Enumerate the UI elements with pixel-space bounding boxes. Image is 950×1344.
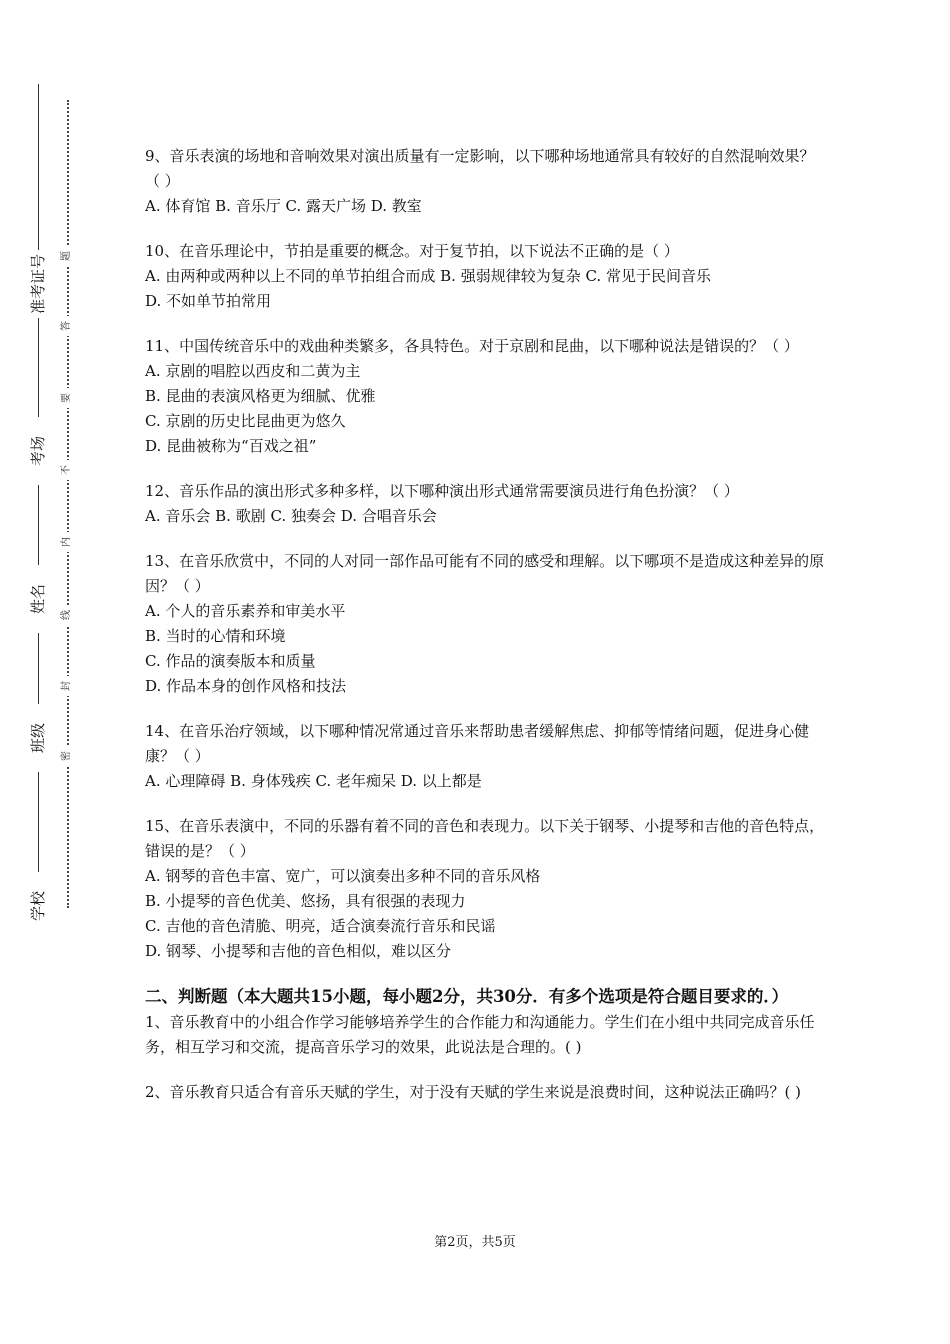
question-stem: 2、音乐教育只适合有音乐天赋的学生，对于没有天赋的学生来说是浪费时间，这种说法正确吗？( ) — [145, 1083, 802, 1101]
seal-char: 线 — [60, 605, 74, 625]
seal-char: 密 — [60, 746, 74, 766]
question-stem: 14、在音乐治疗领域，以下哪种情况常通过音乐来帮助患者缓解焦虑、抑郁等情绪问题，促进身心健康？（ ） — [145, 722, 810, 765]
option-a: A. 京剧的唱腔以西皮和二黄为主 — [145, 362, 361, 380]
page-footer: 第2页，共5页 — [434, 1235, 516, 1250]
section-heading: 二、判断题（本大题共15小题，每小题2分，共30分．有多个选项是符合题目要求的．） — [145, 987, 789, 1006]
question-9 — [145, 144, 825, 219]
judgment-question-2 — [145, 1080, 825, 1105]
question-14 — [145, 719, 825, 794]
margin-label-school: 学校 — [27, 872, 49, 940]
question-options: A. 体育馆 B. 音乐厅 C. 露天广场 D. 教室 — [145, 197, 422, 215]
judgment-question-1 — [145, 1010, 825, 1060]
margin-label-name: 姓名 — [27, 565, 49, 633]
binding-solid-line — [38, 84, 39, 926]
seal-char: 答 — [60, 316, 74, 336]
seal-char: 要 — [60, 388, 74, 408]
question-stem: 12、音乐作品的演出形式多种多样，以下哪种演出形式通常需要演员进行角色扮演？（ ） — [145, 482, 739, 500]
question-10 — [145, 239, 825, 314]
question-stem: 9、音乐表演的场地和音响效果对演出质量有一定影响，以下哪种场地通常具有较好的自然混响效果？（ ） — [145, 147, 815, 190]
option-b: B. 小提琴的音色优美、悠扬，具有很强的表现力 — [145, 892, 466, 910]
option-c: C. 吉他的音色清脆、明亮，适合演奏流行音乐和民谣 — [145, 917, 496, 935]
seal-char: 题 — [60, 246, 74, 266]
option-d: D. 昆曲被称为“百戏之祖” — [145, 437, 317, 455]
question-12 — [145, 479, 825, 529]
margin-label-exam-room: 考场 — [27, 417, 49, 485]
option-c: C. 作品的演奏版本和质量 — [145, 652, 316, 670]
question-options: A. 音乐会 B. 歌剧 C. 独奏会 D. 合唱音乐会 — [145, 507, 437, 525]
question-11 — [145, 334, 825, 459]
seal-char: 不 — [60, 460, 74, 480]
option-a: A. 个人的音乐素养和审美水平 — [145, 602, 346, 620]
option-b: B. 当时的心情和环境 — [145, 627, 286, 645]
question-15 — [145, 814, 825, 964]
option-b: B. 昆曲的表演风格更为细腻、优雅 — [145, 387, 376, 405]
option-d: D. 钢琴、小提琴和吉他的音色相似，难以区分 — [145, 942, 452, 960]
seal-char: 封 — [60, 676, 74, 696]
question-options: A. 由两种或两种以上不同的单节拍组合而成 B. 强弱规律较为复杂 C. 常见于民间音乐 — [145, 267, 711, 285]
binding-dotted-line — [67, 100, 69, 908]
option-a: A. 钢琴的音色丰富、宽广，可以演奏出多种不同的音乐风格 — [145, 867, 541, 885]
seal-char: 内 — [60, 532, 74, 552]
option-c: C. 京剧的历史比昆曲更为悠久 — [145, 412, 346, 430]
margin-label-exam-number: 准考证号 — [27, 250, 49, 318]
question-content — [145, 144, 825, 1125]
question-stem: 11、中国传统音乐中的戏曲种类繁多，各具特色。对于京剧和昆曲，以下哪种说法是错误的？（ ） — [145, 337, 799, 355]
question-stem: 13、在音乐欣赏中，不同的人对同一部作品可能有不同的感受和理解。以下哪项不是造成这种差异的原因？（ ） — [145, 552, 825, 595]
question-13 — [145, 549, 825, 699]
question-options: A. 心理障碍 B. 身体残疾 C. 老年痴呆 D. 以上都是 — [145, 772, 482, 790]
question-options: D. 不如单节拍常用 — [145, 292, 272, 310]
question-stem: 15、在音乐表演中，不同的乐器有着不同的音色和表现力。以下关于钢琴、小提琴和吉他的音色特点，错误的是？（ ） — [145, 817, 825, 860]
question-stem: 10、在音乐理论中，节拍是重要的概念。对于复节拍，以下说法不正确的是（ ） — [145, 242, 679, 260]
question-stem: 1、音乐教育中的小组合作学习能够培养学生的合作能力和沟通能力。学生们在小组中共同完成音乐任务，相互学习和交流，提高音乐学习的效果，此说法是合理的。( ) — [145, 1013, 815, 1056]
margin-label-class: 班级 — [27, 704, 49, 772]
option-d: D. 作品本身的创作风格和技法 — [145, 677, 347, 695]
